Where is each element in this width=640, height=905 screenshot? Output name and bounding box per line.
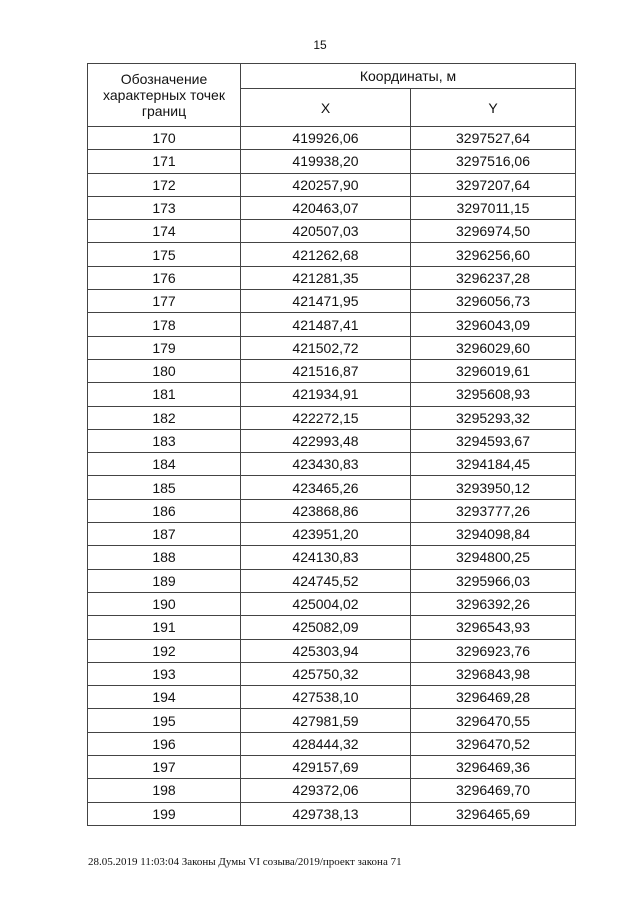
point-id-cell: 195 xyxy=(88,709,241,732)
point-id-cell: 170 xyxy=(88,127,241,150)
table-row xyxy=(88,359,576,382)
y-coordinate-cell: 3293950,12 xyxy=(411,476,576,499)
x-coordinate-cell: 421471,95 xyxy=(241,290,411,313)
y-coordinate-cell: 3296469,70 xyxy=(411,779,576,802)
x-coordinate-cell: 421934,91 xyxy=(241,383,411,406)
table-row xyxy=(88,756,576,779)
x-coordinate-cell: 427981,59 xyxy=(241,709,411,732)
table-row xyxy=(88,662,576,685)
x-coordinate-cell: 423868,86 xyxy=(241,499,411,522)
point-id-cell: 181 xyxy=(88,383,241,406)
point-id-cell: 174 xyxy=(88,220,241,243)
point-id-cell: 179 xyxy=(88,336,241,359)
point-id-cell: 194 xyxy=(88,686,241,709)
y-coordinate-cell: 3297516,06 xyxy=(411,150,576,173)
table-row xyxy=(88,266,576,289)
x-coordinate-cell: 421502,72 xyxy=(241,336,411,359)
x-coordinate-cell: 429738,13 xyxy=(241,802,411,825)
point-id-cell: 199 xyxy=(88,802,241,825)
x-coordinate-cell: 429372,06 xyxy=(241,779,411,802)
point-id-cell: 191 xyxy=(88,616,241,639)
table-row xyxy=(88,453,576,476)
y-coordinate-cell: 3296543,93 xyxy=(411,616,576,639)
x-coordinate-cell: 421281,35 xyxy=(241,266,411,289)
table-header xyxy=(88,64,576,127)
point-id-cell: 182 xyxy=(88,406,241,429)
table-row xyxy=(88,313,576,336)
x-coordinate-cell: 424130,83 xyxy=(241,546,411,569)
table-row xyxy=(88,383,576,406)
x-coordinate-cell: 425082,09 xyxy=(241,616,411,639)
y-coordinate-cell: 3296043,09 xyxy=(411,313,576,336)
y-coordinate-cell: 3297207,64 xyxy=(411,173,576,196)
point-id-cell: 184 xyxy=(88,453,241,476)
table-row xyxy=(88,779,576,802)
table-row xyxy=(88,686,576,709)
header-point-designation: Обозначение характерных точек границ xyxy=(88,64,241,127)
point-id-cell: 190 xyxy=(88,592,241,615)
x-coordinate-cell: 423430,83 xyxy=(241,453,411,476)
point-id-cell: 176 xyxy=(88,266,241,289)
point-id-cell: 192 xyxy=(88,639,241,662)
y-coordinate-cell: 3296923,76 xyxy=(411,639,576,662)
point-id-cell: 178 xyxy=(88,313,241,336)
y-coordinate-cell: 3295608,93 xyxy=(411,383,576,406)
y-coordinate-cell: 3295293,32 xyxy=(411,406,576,429)
table-row xyxy=(88,290,576,313)
x-coordinate-cell: 421487,41 xyxy=(241,313,411,336)
point-id-cell: 196 xyxy=(88,732,241,755)
x-coordinate-cell: 420257,90 xyxy=(241,173,411,196)
y-coordinate-cell: 3296465,69 xyxy=(411,802,576,825)
y-coordinate-cell: 3296470,52 xyxy=(411,732,576,755)
point-id-cell: 189 xyxy=(88,569,241,592)
x-coordinate-cell: 428444,32 xyxy=(241,732,411,755)
x-coordinate-cell: 419938,20 xyxy=(241,150,411,173)
y-coordinate-cell: 3296974,50 xyxy=(411,220,576,243)
point-id-cell: 183 xyxy=(88,429,241,452)
y-coordinate-cell: 3296469,36 xyxy=(411,756,576,779)
header-coordinates: Координаты, м xyxy=(241,64,576,89)
table-row xyxy=(88,639,576,662)
y-coordinate-cell: 3296843,98 xyxy=(411,662,576,685)
table-row xyxy=(88,173,576,196)
point-id-cell: 177 xyxy=(88,290,241,313)
y-coordinate-cell: 3293777,26 xyxy=(411,499,576,522)
table-row xyxy=(88,476,576,499)
y-coordinate-cell: 3294184,45 xyxy=(411,453,576,476)
y-coordinate-cell: 3296470,55 xyxy=(411,709,576,732)
table-row xyxy=(88,243,576,266)
table-row xyxy=(88,616,576,639)
point-id-cell: 180 xyxy=(88,359,241,382)
coordinates-table xyxy=(87,63,576,826)
table-row xyxy=(88,569,576,592)
table-row xyxy=(88,220,576,243)
table-body xyxy=(88,127,576,826)
point-id-cell: 198 xyxy=(88,779,241,802)
table-row xyxy=(88,732,576,755)
point-id-cell: 185 xyxy=(88,476,241,499)
document-footer: 28.05.2019 11:03:04 Законы Думы VI созыва/2019/проект закона 71 xyxy=(88,856,402,868)
x-coordinate-cell: 424745,52 xyxy=(241,569,411,592)
y-coordinate-cell: 3296237,28 xyxy=(411,266,576,289)
x-coordinate-cell: 419926,06 xyxy=(241,127,411,150)
table-row xyxy=(88,127,576,150)
y-coordinate-cell: 3296469,28 xyxy=(411,686,576,709)
table-row xyxy=(88,499,576,522)
x-coordinate-cell: 429157,69 xyxy=(241,756,411,779)
x-coordinate-cell: 422993,48 xyxy=(241,429,411,452)
x-coordinate-cell: 421516,87 xyxy=(241,359,411,382)
x-coordinate-cell: 423951,20 xyxy=(241,523,411,546)
x-coordinate-cell: 425750,32 xyxy=(241,662,411,685)
y-coordinate-cell: 3297011,15 xyxy=(411,196,576,219)
y-coordinate-cell: 3295966,03 xyxy=(411,569,576,592)
x-coordinate-cell: 420463,07 xyxy=(241,196,411,219)
x-coordinate-cell: 422272,15 xyxy=(241,406,411,429)
x-coordinate-cell: 425303,94 xyxy=(241,639,411,662)
table-row xyxy=(88,802,576,825)
y-coordinate-cell: 3294593,67 xyxy=(411,429,576,452)
x-coordinate-cell: 420507,03 xyxy=(241,220,411,243)
y-coordinate-cell: 3296019,61 xyxy=(411,359,576,382)
y-coordinate-cell: 3296056,73 xyxy=(411,290,576,313)
x-coordinate-cell: 425004,02 xyxy=(241,592,411,615)
point-id-cell: 197 xyxy=(88,756,241,779)
table-row xyxy=(88,546,576,569)
y-coordinate-cell: 3296392,26 xyxy=(411,592,576,615)
table-row xyxy=(88,150,576,173)
y-coordinate-cell: 3294800,25 xyxy=(411,546,576,569)
point-id-cell: 193 xyxy=(88,662,241,685)
point-id-cell: 171 xyxy=(88,150,241,173)
point-id-cell: 175 xyxy=(88,243,241,266)
y-coordinate-cell: 3296029,60 xyxy=(411,336,576,359)
y-coordinate-cell: 3296256,60 xyxy=(411,243,576,266)
table-row xyxy=(88,406,576,429)
header-x: X xyxy=(241,89,411,127)
table-row xyxy=(88,196,576,219)
table-row xyxy=(88,523,576,546)
point-id-cell: 186 xyxy=(88,499,241,522)
x-coordinate-cell: 421262,68 xyxy=(241,243,411,266)
table-row xyxy=(88,709,576,732)
point-id-cell: 187 xyxy=(88,523,241,546)
x-coordinate-cell: 427538,10 xyxy=(241,686,411,709)
table-row xyxy=(88,336,576,359)
y-coordinate-cell: 3294098,84 xyxy=(411,523,576,546)
header-y: Y xyxy=(411,89,576,127)
point-id-cell: 188 xyxy=(88,546,241,569)
page-number: 15 xyxy=(313,38,327,52)
y-coordinate-cell: 3297527,64 xyxy=(411,127,576,150)
point-id-cell: 172 xyxy=(88,173,241,196)
x-coordinate-cell: 423465,26 xyxy=(241,476,411,499)
point-id-cell: 173 xyxy=(88,196,241,219)
table-row xyxy=(88,592,576,615)
table-row xyxy=(88,429,576,452)
